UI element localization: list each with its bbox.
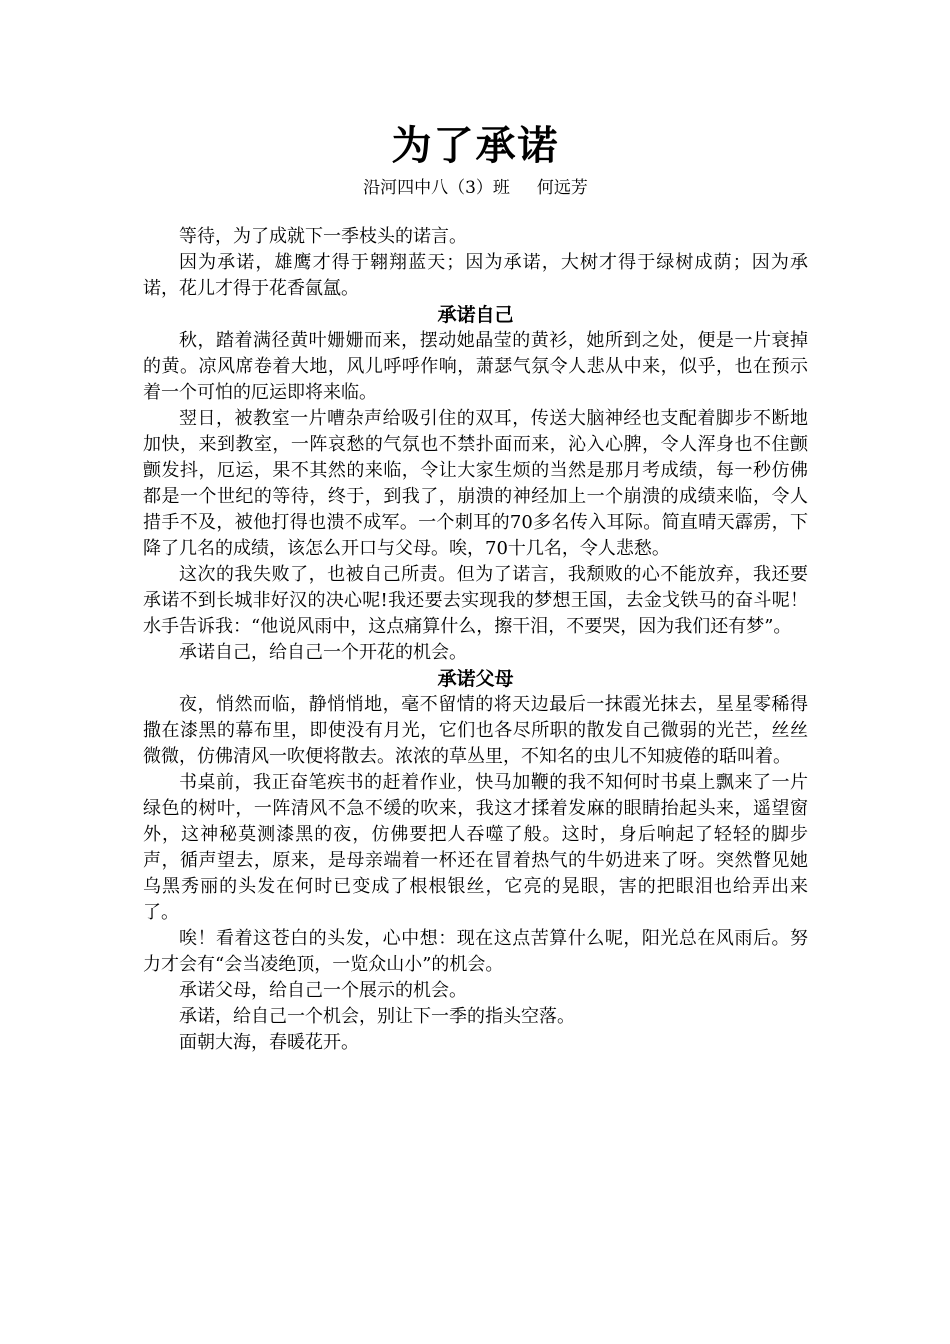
- author-line: 沿河四中八（3）班 何远芳: [363, 178, 588, 198]
- section-paragraph: 承诺父母，给自己一个展示的机会。: [179, 980, 467, 1001]
- section-paragraph: 面朝大海，春暖花开。: [179, 1032, 359, 1053]
- section-paragraph: 夜，悄然而临，静悄悄地，毫不留情的将天边最后一抹霞光抹去，星星零稀得撒在漆黑的幕布里，即使没有月光，它们也各尽所职的散发自己微弱的光芒，丝丝微微，仿佛清风一吹便将散去。浓浓的草丛里，不知名的虫儿不知疲倦的聒叫着。: [143, 694, 808, 767]
- section-paragraph: 承诺自己，给自己一个开花的机会。: [179, 642, 467, 663]
- section-paragraph: 唉！看着这苍白的头发，心中想：现在这点苦算什么呢，阳光总在风雨后。努力才会有“会当凌绝顶，一览众山小”的机会。: [143, 928, 808, 975]
- document-body: [143, 224, 808, 1056]
- section-paragraph: 翌日，被教室一片嘈杂声给吸引住的双耳，传送大脑神经也支配着脚步不断地加快，来到教室，一阵哀愁的气氛也不禁扑面而来，沁入心脾，令人浑身也不住颤颤发抖，厄运，果不其然的来临，令让大家生烦的当然是那月考成绩，每一秒仿佛都是一个世纪的等待，终于，到我了，崩溃的神经加上一个崩溃的成绩来临，令人措手不及，被他打得也溃不成军。一个刺耳的70多名传入耳际。简直晴天霹雳，下降了几名的成绩，该怎么开口与父母。唉，70十几名，令人悲愁。: [143, 408, 808, 559]
- document-title: 为了承诺: [391, 123, 560, 169]
- section-paragraph: 秋，踏着满径黄叶姗姗而来，摆动她晶莹的黄衫，她所到之处，便是一片衰掉的黄。凉风席卷着大地，风儿呼呼作响，萧瑟气氛令人悲从中来，似乎，也在预示着一个可怕的厄运即将来临。: [143, 330, 808, 403]
- document-page: [143, 118, 808, 1056]
- section-heading-promise-parents: 承诺父母: [437, 668, 514, 690]
- section-heading-promise-self: 承诺自己: [437, 304, 514, 326]
- intro-paragraph: 因为承诺，雄鹰才得于翱翔蓝天；因为承诺，大树才得于绿树成荫；因为承诺，花儿才得于花香氤氲。: [143, 252, 808, 299]
- section-paragraph: 这次的我失败了，也被自己所责。但为了诺言，我颓败的心不能放弃，我还要承诺不到长城非好汉的决心呢!我还要去实现我的梦想王国，去金戈铁马的奋斗呢！水手告诉我：“他说风雨中，这点痛算什么，擦干泪，不要哭，因为我们还有梦”。: [143, 564, 808, 637]
- section-paragraph: 承诺，给自己一个机会，别让下一季的指头空落。: [179, 1006, 575, 1027]
- section-paragraph: 书桌前，我正奋笔疾书的赶着作业，快马加鞭的我不知何时书桌上飘来了一片绿色的树叶，一阵清风不急不缓的吹来，我这才揉着发麻的眼睛抬起头来，遥望窗外，这神秘莫测漆黑的夜，仿佛要把人吞噬了般。这时，身后响起了轻轻的脚步声，循声望去，原来，是母亲端着一杯还在冒着热气的牛奶进来了呀。突然瞥见她乌黑秀丽的头发在何时已变成了根根银丝，它亮的晃眼，害的把眼泪也给弄出来了。: [143, 772, 808, 923]
- intro-paragraph: 等待，为了成就下一季枝头的诺言。: [179, 226, 467, 247]
